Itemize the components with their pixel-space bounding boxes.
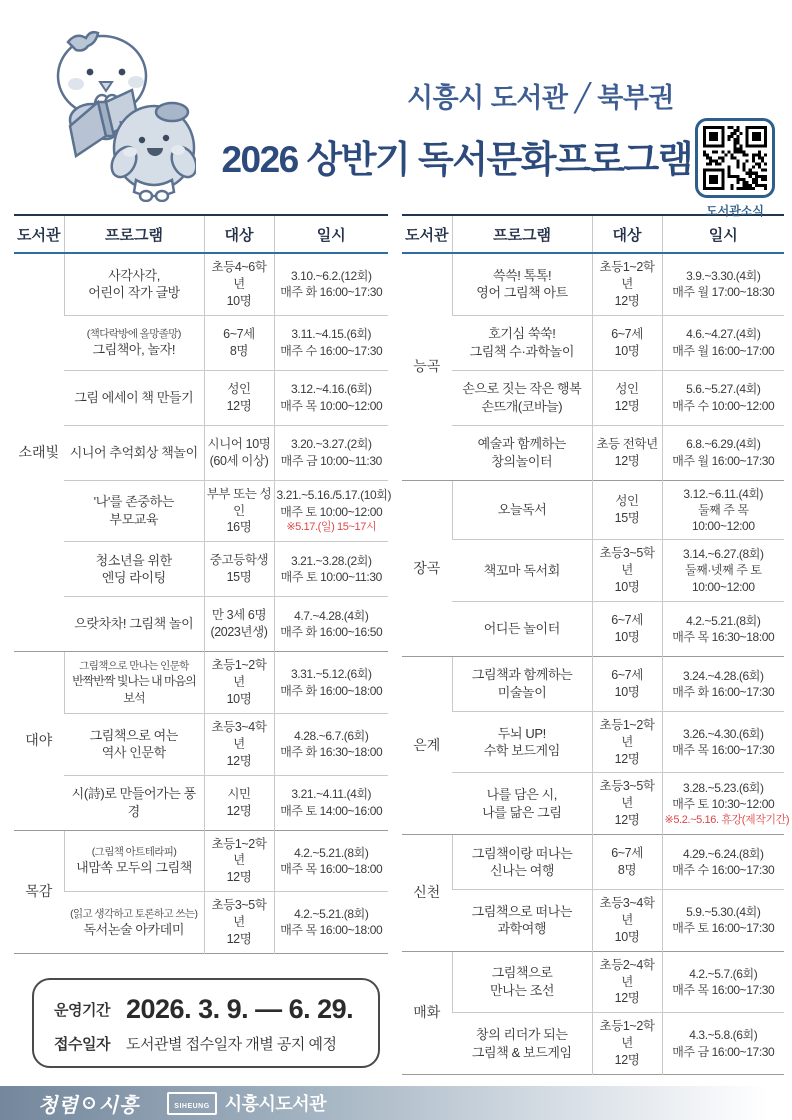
- table-row: [402, 835, 784, 890]
- target-cell: 시민 12명: [204, 775, 274, 830]
- target-cell: 6~7세 10명: [592, 601, 662, 656]
- mascot-illustration: [6, 20, 196, 202]
- target-cell: 초등1~2학년 12명: [592, 1013, 662, 1075]
- slogan-right: 시흥: [98, 1092, 140, 1117]
- schedule-cell: 4.7.~4.28.(4회) 매주 화 16:00~16:50: [274, 597, 388, 652]
- table-row: [14, 480, 388, 542]
- target-cell: 초등3~5학년 10명: [592, 540, 662, 602]
- program-cell: 으랏차차! 그림책 놀이: [64, 597, 204, 652]
- target-cell: 초등3~4학년 12명: [204, 713, 274, 775]
- table-row: [402, 480, 784, 540]
- column-header: 일시: [274, 215, 388, 253]
- schedule-cell: 6.8.~6.29.(4회) 매주 월 16:00~17:30: [662, 425, 784, 480]
- library-cell: 소래빛: [18, 444, 60, 461]
- program-cell: (책다락방에 올망졸망) 그림책아, 놀자!: [64, 315, 204, 370]
- program-cell: 오늘독서: [452, 480, 592, 540]
- schedule-cell: 3.14.~6.27.(8회) 둘째·넷째 주 토 10:00~12:00: [662, 540, 784, 602]
- program-cell: 창의 리더가 되는 그림책 & 보드게임: [452, 1013, 592, 1075]
- program-cell: 호기심 쑥쑥! 그림책 수·과학놀이: [452, 315, 592, 370]
- program-cell: 나를 담은 시, 나를 닮은 그림: [452, 773, 592, 835]
- table-row: [14, 775, 388, 830]
- target-cell: 부부 또는 성인 16명: [204, 480, 274, 542]
- poster-subtitle: 시흥시 도서관 ╱ 북부권: [407, 83, 674, 113]
- schedule-cell: 3.12.~4.16.(6회) 매주 목 10:00~12:00: [274, 370, 388, 425]
- schedule-cell: 4.2.~5.21.(8회) 매주 목 16:00~18:00: [274, 892, 388, 954]
- table-row: [402, 951, 784, 1013]
- schedule-cell: 3.24.~4.28.(6회) 매주 화 16:00~17:30: [662, 656, 784, 711]
- library-brand-name: 시흥시도서관: [224, 1094, 327, 1114]
- library-cell: 능곡: [413, 358, 441, 375]
- city-slogan: [38, 1089, 139, 1118]
- schedule-cell: 3.9.~3.30.(4회) 매주 월 17:00~18:30: [662, 253, 784, 315]
- apply-label: 접수일자: [54, 1035, 110, 1053]
- period-label: 운영기간: [54, 1001, 110, 1019]
- target-cell: 초등3~5학년 12명: [204, 892, 274, 954]
- target-cell: 초등4~6학년 10명: [204, 253, 274, 315]
- target-cell: 초등3~4학년 10명: [592, 890, 662, 952]
- target-cell: 초등2~4학년 12명: [592, 951, 662, 1013]
- program-cell: 그림 에세이 책 만들기: [64, 370, 204, 425]
- library-cell: 매화: [402, 951, 452, 1074]
- schedule-cell: 3.20.~3.27.(2회) 매주 금 10:00~11:30: [274, 425, 388, 480]
- schedule-cell: 3.11.~4.15.(6회) 매주 수 16:00~17:30: [274, 315, 388, 370]
- period-value: 2026. 3. 9. — 6. 29.: [126, 993, 354, 1024]
- library-cell: 대야: [14, 652, 64, 830]
- table-row: [14, 542, 388, 597]
- table-row: [14, 370, 388, 425]
- program-cell: 그림책으로 만나는 조선: [452, 951, 592, 1013]
- target-cell: 성인 15명: [592, 480, 662, 540]
- program-tables: [0, 210, 792, 1075]
- target-cell: 초등1~2학년 12명: [592, 253, 662, 315]
- table-row: [402, 711, 784, 773]
- column-header: 프로그램: [452, 215, 592, 253]
- table-row: [402, 890, 784, 952]
- schedule-cell: 4.3.~5.8.(6회) 매주 금 16:00~17:30: [662, 1013, 784, 1075]
- table-row: [14, 652, 388, 714]
- table-row: [402, 1013, 784, 1075]
- schedule-cell: 5.6.~5.27.(4회) 매주 수 10:00~12:00: [662, 370, 784, 425]
- program-cell: 어디든 놀이터: [452, 601, 592, 656]
- schedule-cell: 4.2.~5.7.(6회) 매주 목 16:00~17:30: [662, 951, 784, 1013]
- table-row: [14, 713, 388, 775]
- program-cell: 그림책이랑 떠나는 신나는 여행: [452, 835, 592, 890]
- program-cell: 책꼬마 독서회: [452, 540, 592, 602]
- library-cell: 은계: [402, 656, 452, 834]
- city-emblem-icon: [83, 1097, 95, 1109]
- qr-label: 도서관소식: [706, 204, 764, 218]
- column-header: 도서관: [402, 215, 452, 253]
- program-cell: 그림책으로 만나는 인문학 반짝반짝 빛나는 내 마음의 보석: [64, 652, 204, 714]
- schedule-cell: 3.21.~3.28.(2회) 매주 토 10:00~11:30: [274, 542, 388, 597]
- library-cell: 신천: [402, 835, 452, 952]
- program-cell: 손으로 짓는 작은 행복 손뜨개(코바늘): [452, 370, 592, 425]
- program-cell: (읽고 생각하고 토론하고 쓰는) 독서논술 아카데미: [64, 892, 204, 954]
- table-row: [402, 601, 784, 656]
- table-row: [14, 253, 388, 315]
- program-cell: 그림책과 함께하는 미술놀이: [452, 656, 592, 711]
- poster-header: [0, 0, 792, 218]
- target-cell: 초등1~2학년 10명: [204, 652, 274, 714]
- table-row: [14, 830, 388, 892]
- target-cell: 6~7세 8명: [592, 835, 662, 890]
- target-cell: 초등1~2학년 12명: [592, 711, 662, 773]
- program-cell: 시니어 추억회상 책놀이: [64, 425, 204, 480]
- schedule-cell: 3.12.~6.11.(4회) 둘째 주 목 10:00~12:00: [662, 480, 784, 540]
- target-cell: 시니어 10명 (60세 이상): [204, 425, 274, 480]
- siheung-logo-text: SIHEUNG: [174, 1102, 210, 1110]
- column-header: 도서관: [14, 215, 64, 253]
- program-cell: 사각사각, 어린이 작가 글방: [64, 253, 204, 315]
- footer-bar: [0, 1086, 792, 1120]
- schedule-cell: 4.6.~4.27.(4회) 매주 월 16:00~17:00: [662, 315, 784, 370]
- target-cell: 중고등학생 15명: [204, 542, 274, 597]
- target-cell: 초등1~2학년 12명: [204, 830, 274, 892]
- schedule-cell: 3.31.~5.12.(6회) 매주 화 16:00~18:00: [274, 652, 388, 714]
- apply-value: 도서관별 접수일자 개별 공지 예정: [126, 1035, 337, 1053]
- table-row: [14, 425, 388, 480]
- siheung-logo: [167, 1092, 216, 1115]
- qr-code: [695, 118, 775, 198]
- column-header: 대상: [592, 215, 662, 253]
- target-cell: 성인 12명: [592, 370, 662, 425]
- info-box: [32, 978, 380, 1068]
- table-row: [402, 315, 784, 370]
- target-cell: 성인 12명: [204, 370, 274, 425]
- table-row: [402, 540, 784, 602]
- library-cell: 목감: [14, 830, 64, 953]
- table-row: [402, 656, 784, 711]
- target-cell: 초등 전학년 12명: [592, 425, 662, 480]
- program-cell: 두뇌 UP! 수학 보드게임: [452, 711, 592, 773]
- target-cell: 6~7세 8명: [204, 315, 274, 370]
- schedule-cell: 4.29.~6.24.(8회) 매주 수 16:00~17:30: [662, 835, 784, 890]
- table-row: [402, 253, 784, 315]
- program-cell: 쓱쓱! 톡톡! 영어 그림책 아트: [452, 253, 592, 315]
- program-cell: 그림책으로 떠나는 과학여행: [452, 890, 592, 952]
- table-row: [14, 892, 388, 954]
- table-row: [402, 773, 784, 835]
- schedule-cell: 4.2.~5.21.(8회) 매주 목 16:30~18:00: [662, 601, 784, 656]
- poster-title: 2026 상반기 독서문화프로그램: [221, 139, 692, 180]
- table-row: [402, 370, 784, 425]
- table-row: [14, 315, 388, 370]
- library-cell: 장곡: [402, 480, 452, 656]
- table-row: [14, 597, 388, 652]
- schedule-cell: 3.28.~5.23.(6회) 매주 토 10:30~12:00 ※5.2.~5.16. 휴강(제작기간): [662, 773, 784, 835]
- schedule-cell: 3.21.~4.11.(4회) 매주 토 14:00~16:00: [274, 775, 388, 830]
- schedule-cell: 3.26.~4.30.(6회) 매주 목 16:00~17:30: [662, 711, 784, 773]
- column-header: 일시: [662, 215, 784, 253]
- column-header: 프로그램: [64, 215, 204, 253]
- table-row: [402, 425, 784, 480]
- left-program-table: [14, 214, 392, 954]
- schedule-cell: 5.9.~5.30.(4회) 매주 토 16:00~17:30: [662, 890, 784, 952]
- target-cell: 초등3~5학년 12명: [592, 773, 662, 835]
- target-cell: 6~7세 10명: [592, 656, 662, 711]
- program-cell: 시(詩)로 만들어가는 풍경: [64, 775, 204, 830]
- target-cell: 만 3세 6명 (2023년생): [204, 597, 274, 652]
- program-cell: (그림책 아트테라피) 내맘쏙 모두의 그림책: [64, 830, 204, 892]
- column-header: 대상: [204, 215, 274, 253]
- schedule-cell: 4.2.~5.21.(8회) 매주 목 16:00~18:00: [274, 830, 388, 892]
- program-cell: 그림책으로 여는 역사 인문학: [64, 713, 204, 775]
- program-cell: 청소년을 위한 엔딩 라이팅: [64, 542, 204, 597]
- program-cell: '나'를 존중하는 부모교육: [64, 480, 204, 542]
- program-cell: 예술과 함께하는 창의놀이터: [452, 425, 592, 480]
- right-program-table: [402, 214, 790, 1075]
- target-cell: 6~7세 10명: [592, 315, 662, 370]
- schedule-cell: 3.21.~5.16./5.17.(10회) 매주 토 10:00~12:00 ※5.17.(일) 15~17시: [274, 480, 388, 542]
- slogan-left: 청렴: [38, 1092, 79, 1117]
- schedule-cell: 3.10.~6.2.(12회) 매주 화 16:00~17:30: [274, 253, 388, 315]
- schedule-cell: 4.28.~6.7.(6회) 매주 화 16:30~18:00: [274, 713, 388, 775]
